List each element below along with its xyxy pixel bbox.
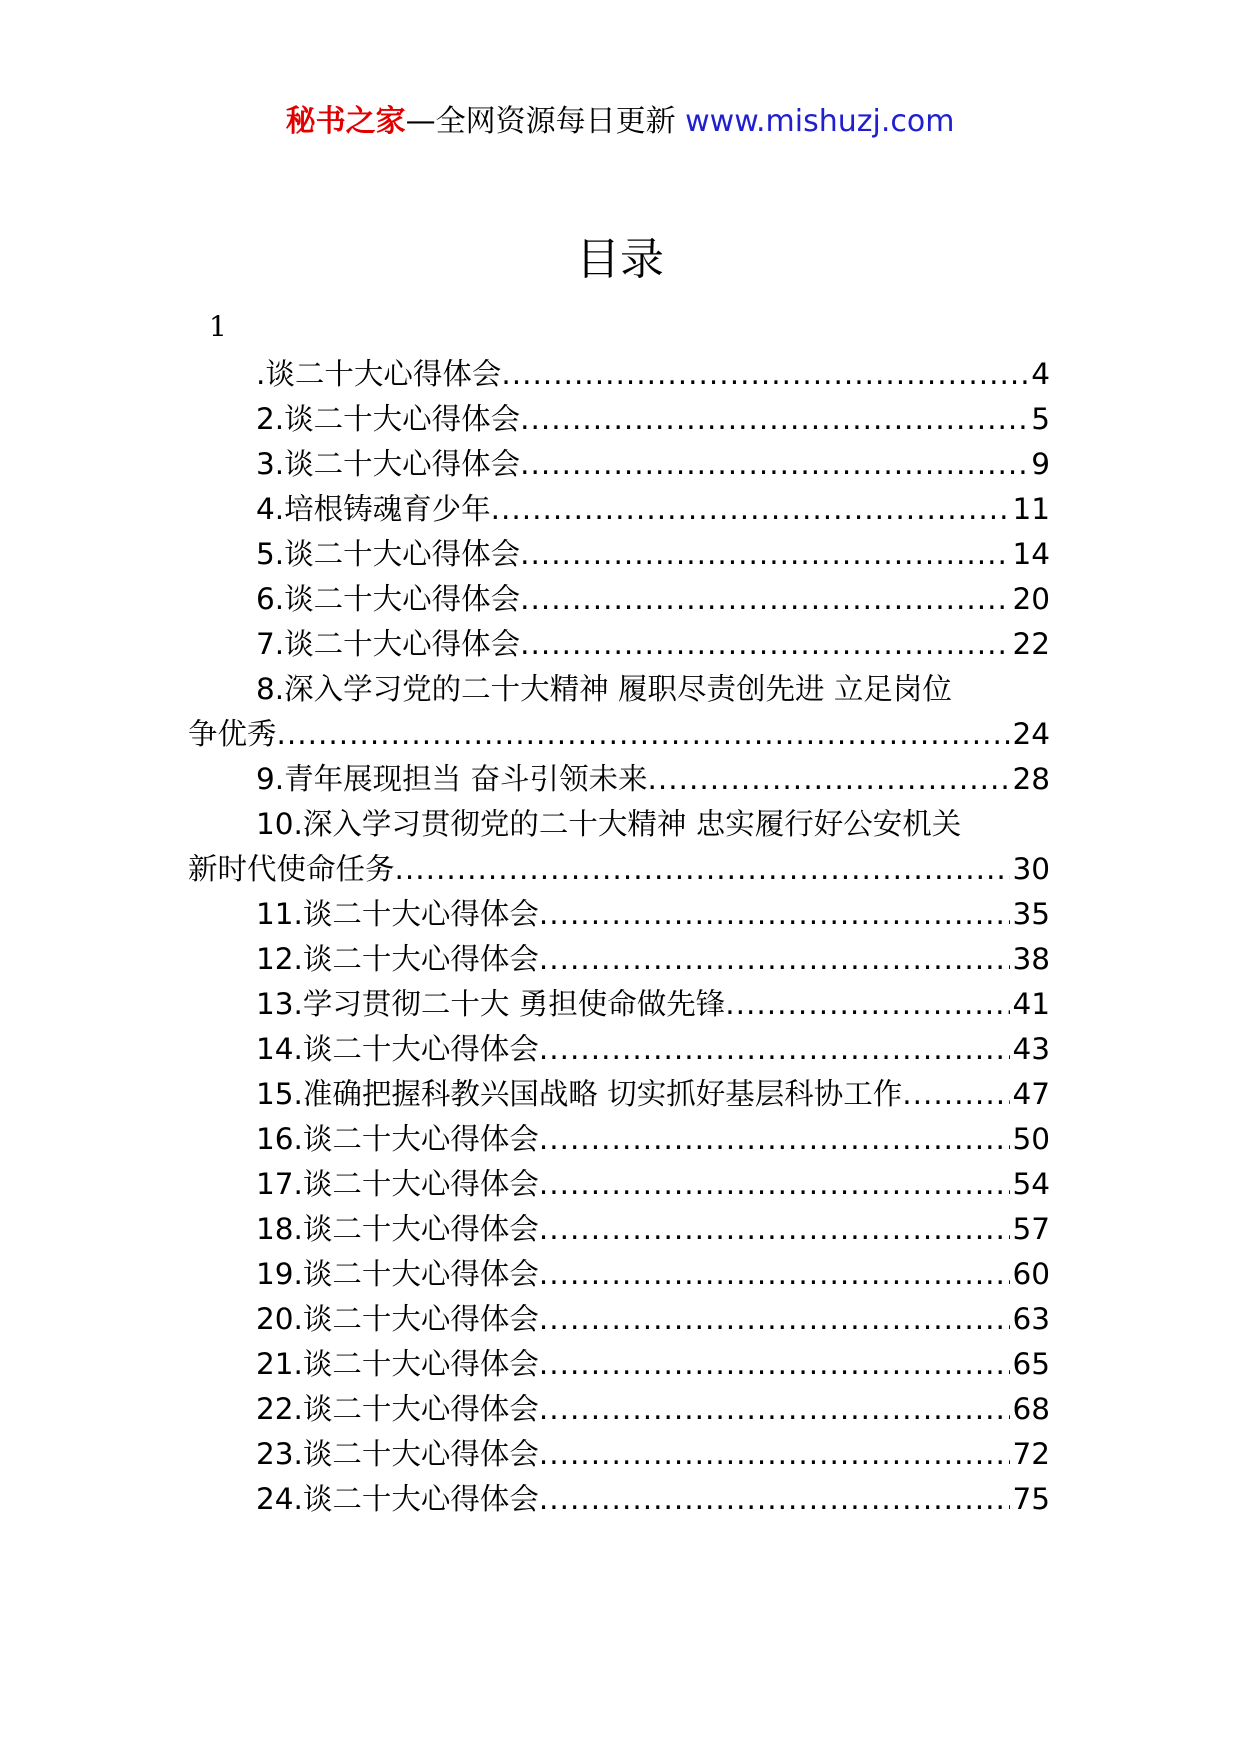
site-header: [0, 102, 1240, 142]
header-tagline: —全网资源每日更新: [405, 104, 686, 139]
toc-entry-title: 23.谈二十大心得体会: [256, 1437, 539, 1471]
toc-page-number: 68: [1012, 1392, 1050, 1426]
toc-page-number: 28: [1012, 762, 1050, 796]
toc-entry[interactable]: [188, 1297, 1050, 1342]
toc-page-number: 47: [1012, 1077, 1050, 1111]
toc-page-number: 38: [1012, 942, 1050, 976]
dot-leader: [277, 712, 1011, 757]
toc-page-number: 63: [1012, 1302, 1050, 1336]
dot-leader: [520, 442, 1029, 487]
dot-leader: [491, 487, 1011, 532]
toc-page-number: 24: [1012, 717, 1050, 751]
toc-entry-title: 18.谈二十大心得体会: [256, 1212, 539, 1246]
toc-entry[interactable]: [188, 802, 1050, 892]
site-url-link[interactable]: www.mishuzj.com: [685, 104, 955, 139]
toc-entry-title: 9.青年展现担当 奋斗引领未来: [256, 762, 648, 796]
toc-entry[interactable]: [188, 397, 1050, 442]
dot-leader: [539, 1297, 1011, 1342]
dot-leader: [501, 352, 1029, 397]
toc-entry-title: 10.深入学习贯彻党的二十大精神 忠实履行好公安机关: [256, 807, 962, 841]
toc-entry-title: 20.谈二十大心得体会: [256, 1302, 539, 1336]
dot-leader: [539, 1342, 1011, 1387]
toc-entry[interactable]: [188, 352, 1050, 397]
toc-page-number: 4: [1031, 357, 1050, 391]
toc-entry-title: 17.谈二十大心得体会: [256, 1167, 539, 1201]
dot-leader: [539, 1387, 1011, 1432]
dot-leader: [520, 397, 1029, 442]
toc-entry-title: 11.谈二十大心得体会: [256, 897, 539, 931]
dot-leader: [539, 1432, 1011, 1477]
dot-leader: [539, 937, 1011, 982]
toc-page-number: 9: [1031, 447, 1050, 481]
toc-entry-title: 3.谈二十大心得体会: [256, 447, 521, 481]
toc-entry-title: 13.学习贯彻二十大 勇担使命做先锋: [256, 987, 726, 1021]
toc-entry[interactable]: [188, 757, 1050, 802]
brand-name: 秘书之家: [285, 104, 406, 139]
toc-page-number: 30: [1012, 852, 1050, 886]
toc-page-number: 5: [1031, 402, 1050, 436]
toc-entry[interactable]: [188, 1027, 1050, 1072]
toc-page-number: 41: [1012, 987, 1050, 1021]
toc-entry[interactable]: [188, 937, 1050, 982]
toc-entry[interactable]: [188, 667, 1050, 757]
toc-entry-title-continued: 新时代使命任务: [188, 852, 395, 886]
toc-entry-title: 6.谈二十大心得体会: [256, 582, 521, 616]
dot-leader: [539, 1207, 1011, 1252]
toc-entry-title: 22.谈二十大心得体会: [256, 1392, 539, 1426]
toc-entry-title: 21.谈二十大心得体会: [256, 1347, 539, 1381]
toc-page-number: 43: [1012, 1032, 1050, 1066]
toc-page-number: 14: [1012, 537, 1050, 571]
toc-entry[interactable]: [188, 442, 1050, 487]
toc-page-number: 22: [1012, 627, 1050, 661]
dot-leader: [395, 847, 1011, 892]
toc-entry-title: 2.谈二十大心得体会: [256, 402, 521, 436]
toc-entry[interactable]: [188, 1162, 1050, 1207]
list-marker: 1: [209, 310, 227, 343]
toc-entry[interactable]: [188, 1252, 1050, 1297]
toc-page-number: 57: [1012, 1212, 1050, 1246]
toc-entry[interactable]: [188, 1387, 1050, 1432]
toc-page-number: 60: [1012, 1257, 1050, 1291]
dot-leader: [539, 1117, 1011, 1162]
dot-leader: [902, 1072, 1010, 1117]
toc-entry[interactable]: [188, 487, 1050, 532]
toc-page-number: 50: [1012, 1122, 1050, 1156]
toc-entry-title: 8.深入学习党的二十大精神 履职尽责创先进 立足岗位: [256, 672, 952, 706]
toc-entry[interactable]: [188, 1207, 1050, 1252]
toc-entry[interactable]: [188, 1432, 1050, 1477]
toc-entry[interactable]: [188, 622, 1050, 667]
dot-leader: [520, 622, 1010, 667]
toc-entry-title: 14.谈二十大心得体会: [256, 1032, 539, 1066]
dot-leader: [539, 1027, 1011, 1072]
toc-page-number: 75: [1012, 1482, 1050, 1516]
page-title: 目录: [576, 234, 664, 285]
toc-entry-title: 19.谈二十大心得体会: [256, 1257, 539, 1291]
toc-page-number: 35: [1012, 897, 1050, 931]
toc-entry[interactable]: [188, 892, 1050, 937]
toc-entry-title: 15.准确把握科教兴国战略 切实抓好基层科协工作: [256, 1077, 903, 1111]
toc-entry-title: 24.谈二十大心得体会: [256, 1482, 539, 1516]
toc-page-number: 65: [1012, 1347, 1050, 1381]
dot-leader: [520, 532, 1010, 577]
toc-entry[interactable]: [188, 532, 1050, 577]
dot-leader: [539, 892, 1011, 937]
toc-entry[interactable]: [188, 982, 1050, 1027]
toc-entry-title: 7.谈二十大心得体会: [256, 627, 521, 661]
dot-leader: [539, 1252, 1011, 1297]
toc-entry-title: .谈二十大心得体会: [256, 357, 502, 391]
toc-entry[interactable]: [188, 1342, 1050, 1387]
toc-page-number: 20: [1012, 582, 1050, 616]
toc-page-number: 11: [1012, 492, 1050, 526]
dot-leader: [539, 1477, 1011, 1522]
toc-page-number: 72: [1012, 1437, 1050, 1471]
toc-entry-title: 5.谈二十大心得体会: [256, 537, 521, 571]
table-of-contents: [188, 352, 1050, 1522]
toc-entry-title: 12.谈二十大心得体会: [256, 942, 539, 976]
toc-entry[interactable]: [188, 1117, 1050, 1162]
toc-entry[interactable]: [188, 1072, 1050, 1117]
toc-entry[interactable]: [188, 577, 1050, 622]
toc-entry-title: 16.谈二十大心得体会: [256, 1122, 539, 1156]
dot-leader: [539, 1162, 1011, 1207]
dot-leader: [725, 982, 1010, 1027]
toc-entry[interactable]: [188, 1477, 1050, 1522]
dot-leader: [648, 757, 1011, 802]
toc-entry-title-continued: 争优秀: [188, 717, 277, 751]
toc-page-number: 54: [1012, 1167, 1050, 1201]
toc-entry-title: 4.培根铸魂育少年: [256, 492, 491, 526]
dot-leader: [520, 577, 1010, 622]
